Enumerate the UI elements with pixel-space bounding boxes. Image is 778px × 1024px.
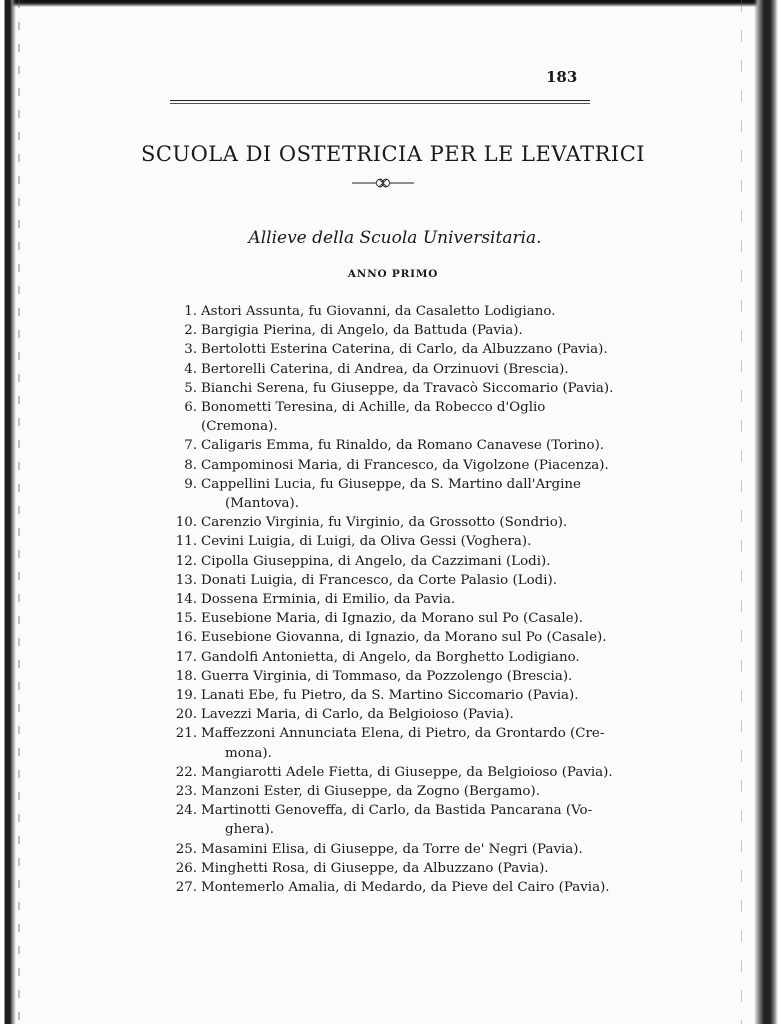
entry-text-block: [201, 878, 620, 897]
entry-text: Dossena Erminia, di Emilio, da Pavia.: [201, 592, 456, 608]
list-item: [160, 782, 620, 801]
list-item: [160, 878, 620, 897]
entry-number: 2.: [184, 323, 197, 339]
entry-text-block: [201, 532, 620, 551]
entry-text-block: [201, 398, 620, 436]
entry-text: Eusebione Maria, di Ignazio, da Morano sul Po (Casale).: [201, 611, 584, 627]
entry-number: 7.: [184, 438, 197, 454]
entry-text: Campominosi Maria, di Francesco, da Vigolzone (Piacenza).: [201, 457, 609, 473]
ornament-icon: [350, 175, 416, 189]
entry-text-continuation: mona).: [225, 745, 272, 761]
entry-text: Martinotti Genoveffa, di Carlo, da Bastida Pancarana (Vo-: [201, 803, 593, 819]
list-item: [160, 705, 620, 724]
entry-text: Cevini Luigia, di Luigi, da Oliva Gessi (Voghera).: [201, 534, 532, 550]
entry-text-block: [201, 801, 620, 839]
list-item: [160, 667, 620, 686]
list-item: [160, 840, 620, 859]
entry-number: 10.: [175, 515, 197, 531]
entry-text-block: [201, 475, 620, 513]
entry-text: Gandolfi Antonietta, di Angelo, da Borghetto Lodigiano.: [201, 649, 580, 665]
subtitle: Allieve della Scuola Universitaria.: [248, 228, 542, 248]
entry-number: 16.: [175, 630, 197, 646]
entry-text: Donati Luigia, di Francesco, da Corte Palasio (Lodi).: [201, 572, 557, 588]
entry-number: 17.: [175, 649, 197, 665]
scan-edge-top: [0, 0, 778, 7]
entry-number: 27.: [175, 880, 197, 896]
entry-number: 23.: [175, 784, 197, 800]
entry-text-continuation: ghera).: [225, 822, 274, 838]
entry-number: 8.: [184, 457, 197, 473]
entry-text: Minghetti Rosa, di Giuseppe, da Albuzzano (Pavia).: [201, 860, 549, 876]
list-item: [160, 648, 620, 667]
entry-number: 26.: [175, 860, 197, 876]
entry-text-block: [201, 552, 620, 571]
entry-text-block: [201, 782, 620, 801]
entry-text: Cipolla Giuseppina, di Angelo, da Cazzimani (Lodi).: [201, 553, 551, 569]
entry-text: Maffezzoni Annunciata Elena, di Pietro, da Grontardo (Cre-: [201, 726, 605, 742]
entry-text-block: [201, 705, 620, 724]
entry-number: 9.: [184, 476, 197, 492]
entry-number: 25.: [175, 841, 197, 857]
entry-text: Masamini Elisa, di Giuseppe, da Torre de' Negri (Pavia).: [201, 841, 583, 857]
list-item: [160, 436, 620, 455]
entry-text-block: [201, 571, 620, 590]
entry-text: Lavezzi Maria, di Carlo, da Belgioioso (Pavia).: [201, 707, 514, 723]
list-item: [160, 609, 620, 628]
header-rule-thin: [170, 103, 590, 104]
entry-number: 18.: [175, 668, 197, 684]
entry-text: Montemerlo Amalia, di Medardo, da Pieve del Cairo (Pavia).: [201, 880, 610, 896]
entry-number: 3.: [184, 342, 197, 358]
list-item: [160, 571, 620, 590]
entry-number: 6.: [184, 400, 197, 416]
entry-text-block: [201, 859, 620, 878]
page-title: SCUOLA DI OSTETRICIA PER LE LEVATRICI: [140, 142, 646, 166]
entry-number: 24.: [175, 803, 197, 819]
entry-text: Cappellini Lucia, fu Giuseppe, da S. Martino dall'Argine: [201, 476, 581, 492]
entry-text-block: [201, 590, 620, 609]
section-heading: ANNO PRIMO: [347, 268, 439, 280]
entry-text-block: [201, 360, 620, 379]
student-list: [160, 302, 620, 897]
list-item: [160, 360, 620, 379]
entry-text-continuation: (Mantova).: [225, 496, 300, 512]
list-item: [160, 801, 620, 839]
list-item: [160, 724, 620, 762]
entry-text: Caligaris Emma, fu Rinaldo, da Romano Canavese (Torino).: [201, 438, 605, 454]
entry-text: Mangiarotti Adele Fietta, di Giuseppe, da Belgioioso (Pavia).: [201, 764, 613, 780]
entry-text-block: [201, 609, 620, 628]
list-item: [160, 532, 620, 551]
list-item: [160, 475, 620, 513]
page-number: 183: [546, 68, 578, 86]
entry-text-block: [201, 456, 620, 475]
entry-text-block: [201, 379, 620, 398]
entry-number: 1.: [184, 304, 197, 319]
entry-text-block: [201, 302, 620, 321]
list-item: [160, 302, 620, 321]
entry-text: Carenzio Virginia, fu Virginio, da Grossotto (Sondrio).: [201, 515, 568, 531]
entry-text-block: [201, 724, 620, 762]
entry-text-block: [201, 648, 620, 667]
entry-text: Bertolotti Esterina Caterina, di Carlo, da Albuzzano (Pavia).: [201, 342, 608, 358]
entry-text-block: [201, 340, 620, 359]
entry-text: Guerra Virginia, di Tommaso, da Pozzolengo (Brescia).: [201, 668, 573, 684]
entry-number: 12.: [175, 553, 197, 569]
entry-text: Eusebione Giovanna, di Ignazio, da Morano sul Po (Casale).: [201, 630, 607, 646]
list-item: [160, 859, 620, 878]
entry-text-block: [201, 321, 620, 340]
list-item: [160, 686, 620, 705]
entry-text: Bianchi Serena, fu Giuseppe, da Travacò Siccomario (Pavia).: [201, 380, 614, 396]
list-item: [160, 398, 620, 436]
header-rule: [170, 100, 590, 101]
entry-number: 22.: [175, 764, 197, 780]
list-item: [160, 590, 620, 609]
entry-text-block: [201, 436, 620, 455]
entry-text: Bargigia Pierina, di Angelo, da Battuda (Pavia).: [201, 323, 523, 339]
entry-text: Astori Assunta, fu Giovanni, da Casaletto Lodigiano.: [201, 304, 556, 319]
entry-text: Bertorelli Caterina, di Andrea, da Orzinuovi (Brescia).: [201, 361, 569, 377]
list-item: [160, 763, 620, 782]
entry-text: Lanati Ebe, fu Pietro, da S. Martino Siccomario (Pavia).: [201, 688, 579, 704]
entry-text-block: [201, 628, 620, 647]
entry-text: Bonometti Teresina, di Achille, da Robecco d'Oglio (Cremona).: [201, 400, 546, 435]
list-item: [160, 321, 620, 340]
entry-number: 5.: [184, 380, 197, 396]
entry-text-block: [201, 763, 620, 782]
list-item: [160, 456, 620, 475]
entry-number: 15.: [175, 611, 197, 627]
list-item: [160, 379, 620, 398]
entry-number: 11.: [175, 534, 197, 550]
list-item: [160, 628, 620, 647]
entry-text: Manzoni Ester, di Giuseppe, da Zogno (Bergamo).: [201, 784, 540, 800]
list-item: [160, 513, 620, 532]
entry-text-block: [201, 686, 620, 705]
entry-number: 21.: [175, 726, 197, 742]
entry-text-block: [201, 840, 620, 859]
entry-number: 14.: [175, 592, 197, 608]
entry-text-block: [201, 667, 620, 686]
entry-number: 4.: [184, 361, 197, 377]
list-item: [160, 340, 620, 359]
entry-number: 19.: [175, 688, 197, 704]
entry-number: 13.: [175, 572, 197, 588]
entry-number: 20.: [175, 707, 197, 723]
entry-text-block: [201, 513, 620, 532]
list-item: [160, 552, 620, 571]
